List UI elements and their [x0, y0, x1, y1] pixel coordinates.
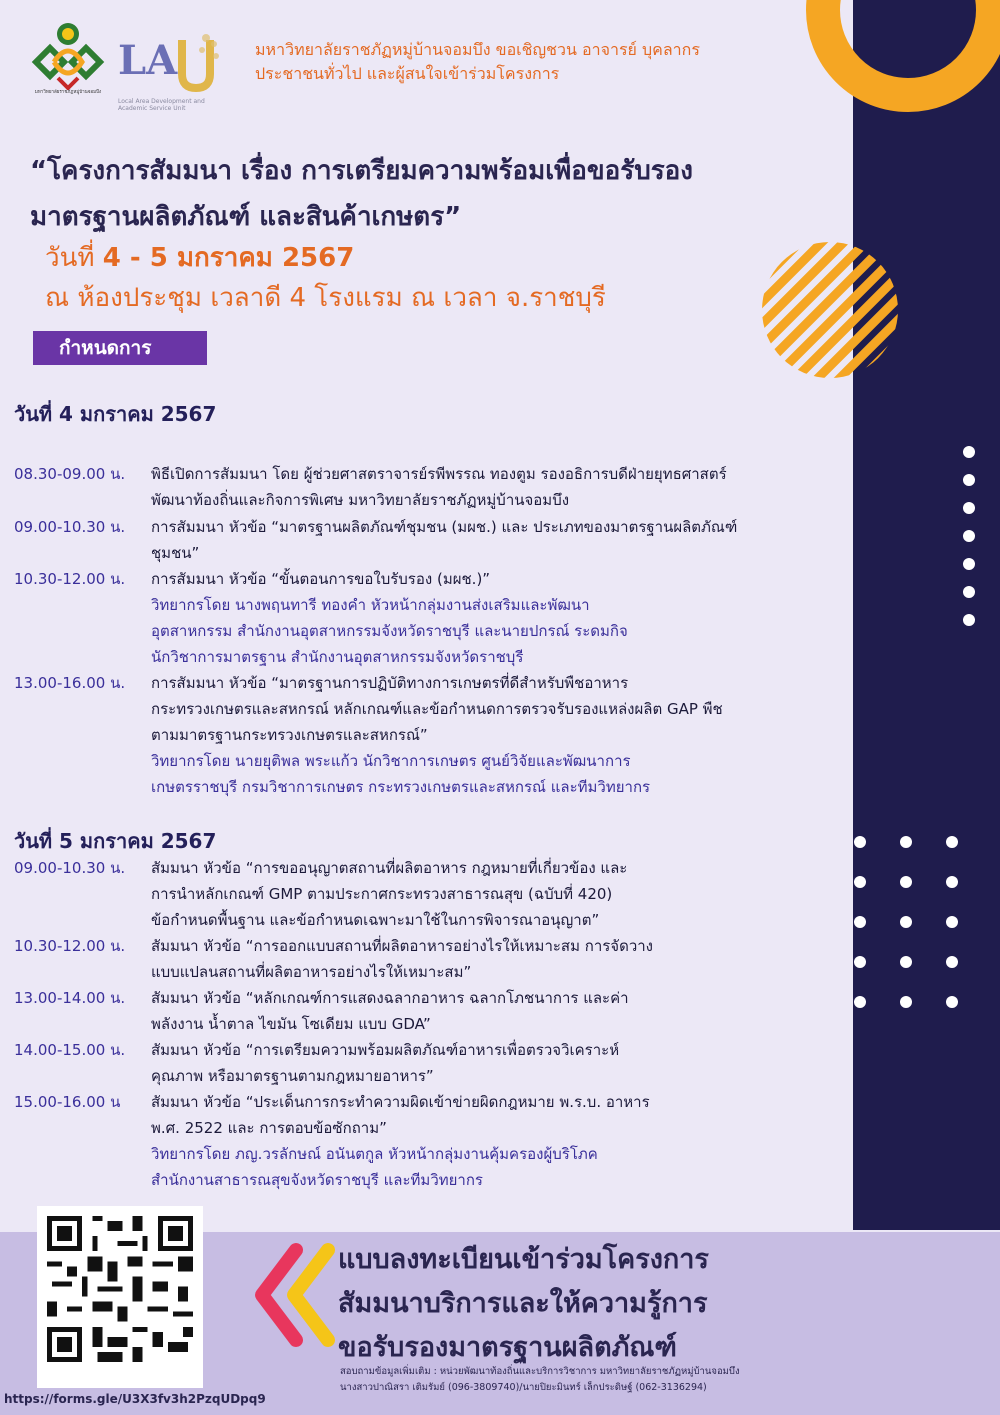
schedule-time: 10.30-12.00 น. — [14, 937, 126, 955]
speaker-line: อุตสาหกรรม สำนักงานอุตสาหกรรมจังหวัดราชบุรี และนายปกรณ์ ระดมกิจ — [151, 622, 628, 640]
speaker-line: สำนักงานสาธารณสุขจังหวัดราชบุรี และทีมวิทยากร — [151, 1171, 483, 1189]
event-date — [45, 240, 354, 276]
schedule-line: การนำหลักเกณฑ์ GMP ตามประกาศกระทรวงสาธารณสุข (ฉบับที่ 420) — [151, 885, 613, 903]
schedule-time: 13.00-16.00 น. — [14, 674, 126, 692]
project-title-line-1: “โครงการสัมมนา เรื่อง การเตรียมความพร้อมเพื่อขอรับรอง — [30, 156, 693, 186]
schedule-line: พัฒนาท้องถิ่นและกิจการพิเศษ มหาวิทยาลัยราชภัฏหมู่บ้านจอมบึง — [151, 491, 570, 509]
ladu-logo — [118, 30, 228, 110]
schedule-time: 08.30-09.00 น. — [14, 465, 126, 483]
registration-link[interactable]: https://forms.gle/U3X3fv3h2PzqUDpq9 — [4, 1392, 266, 1406]
svg-text:LA: LA — [118, 37, 178, 84]
schedule-line: สัมมนา หัวข้อ “ประเด็นการกระทำความผิดเข้าข่ายผิดกฎหมาย พ.ร.บ. อาหาร — [151, 1093, 650, 1111]
day2-heading: วันที่ 5 มกราคม 2567 — [14, 829, 217, 853]
registration-line-1: แบบลงทะเบียนเข้าร่วมโครงการ — [338, 1244, 709, 1275]
schedule-time: 14.00-15.00 น. — [14, 1041, 126, 1059]
invitation-text — [255, 38, 795, 86]
contact-info — [340, 1364, 740, 1396]
decor-dots-grid — [840, 830, 980, 1030]
schedule-line: การสัมมนา หัวข้อ “ขั้นตอนการขอใบรับรอง (มผช.)” — [151, 570, 491, 588]
invitation-line-2: ประชาชนทั่วไป และผู้สนใจเข้าร่วมโครงการ — [255, 64, 560, 83]
registration-qr-code[interactable] — [37, 1206, 203, 1388]
registration-line-3: ขอรับรองมาตรฐานผลิตภัณฑ์ — [338, 1332, 677, 1363]
qr-code-icon — [47, 1216, 193, 1362]
decor-ring — [798, 0, 1000, 120]
schedule-line: สัมมนา หัวข้อ “การเตรียมความพร้อมผลิตภัณฑ์อาหารเพื่อตรวจวิเคราะห์ — [151, 1041, 620, 1059]
schedule-line: สัมมนา หัวข้อ “การออกแบบสถานที่ผลิตอาหารอย่างไรให้เหมาะสม การจัดวาง — [151, 937, 653, 955]
schedule-time: 13.00-14.00 น. — [14, 989, 126, 1007]
schedule-line: ชุมชน” — [151, 544, 200, 562]
speaker-line: เกษตรราชบุรี กรมวิชาการเกษตร กระทรวงเกษตรและสหกรณ์ และทีมวิทยากร — [151, 778, 651, 796]
project-title-line-2: มาตรฐานผลิตภัณฑ์ และสินค้าเกษตร” — [30, 202, 462, 232]
schedule-line: สัมมนา หัวข้อ “การขออนุญาตสถานที่ผลิตอาหาร กฎหมายที่เกี่ยวข้อง และ — [151, 859, 628, 877]
invitation-line-1: มหาวิทยาลัยราชภัฏหมู่บ้านจอมบึง ขอเชิญชวน อาจารย์ บุคลากร — [255, 40, 700, 59]
schedule-line: คุณภาพ หรือมาตรฐานตามกฎหมายอาหาร” — [151, 1067, 434, 1085]
schedule-time: 09.00-10.30 น. — [14, 859, 126, 877]
contact-line-2: นางสาวปาณิสรา เติมรัมย์ (096-3809740)/นายปิยะมินทร์ เล็กประดิษฐ์ (062-3136294) — [340, 1382, 707, 1393]
decor-striped-circle — [760, 240, 900, 380]
schedule-time: 09.00-10.30 น. — [14, 518, 126, 536]
schedule-line: ข้อกำหนดพื้นฐาน และข้อกำหนดเฉพาะมาใช้ในการพิจารณาอนุญาต” — [151, 911, 600, 929]
event-date-value: 4 - 5 มกราคม 2567 — [102, 243, 355, 273]
event-venue: ณ ห้องประชุม เวลาดี 4 โรงแรม ณ เวลา จ.ราชบุรี — [45, 283, 606, 313]
schedule-line: กระทรวงเกษตรและสหกรณ์ หลักเกณฑ์และข้อกำหนดการตรวจรับรองแหล่งผลิต GAP พืช — [151, 700, 723, 718]
speaker-line: วิทยากรโดย นายยุติพล พระแก้ว นักวิชาการเกษตร ศูนย์วิจัยและพัฒนาการ — [151, 752, 631, 770]
registration-heading — [338, 1238, 709, 1370]
schedule-line: สัมมนา หัวข้อ “หลักเกณฑ์การแสดงฉลากอาหาร ฉลากโภชนาการ และค่า — [151, 989, 629, 1007]
day1-heading: วันที่ 4 มกราคม 2567 — [14, 402, 217, 426]
schedule-line: ตามมาตรฐานกระทรวงเกษตรและสหกรณ์” — [151, 726, 428, 744]
project-title — [30, 148, 850, 240]
ladu-logo-subtitle: Local Area Development and Academic Service Unit — [118, 98, 205, 112]
speaker-line: วิทยากรโดย ภญ.วรลักษณ์ อนันตกูล หัวหน้ากลุ่มงานคุ้มครองผู้บริโภค — [151, 1145, 598, 1163]
schedule-line: แบบแปลนสถานที่ผลิตอาหารอย่างไรให้เหมาะสม” — [151, 963, 472, 981]
speaker-line: วิทยากรโดย นางพฤนทารี ทองคำ หัวหน้ากลุ่มงานส่งเสริมและพัฒนา — [151, 596, 590, 614]
event-date-prefix: วันที่ — [45, 243, 103, 273]
decor-dots-column — [955, 440, 985, 650]
schedule-time: 15.00-16.00 น — [14, 1093, 121, 1111]
schedule-line: พิธีเปิดการสัมมนา โดย ผู้ช่วยศาสตราจารย์รพีพรรณ ทองตูม รองอธิการบดีฝ่ายยุทธศาสตร์ — [151, 465, 727, 483]
registration-line-2: สัมมนาบริการและให้ความรู้การ — [338, 1288, 708, 1319]
contact-line-1: สอบถามข้อมูลเพิ่มเติม : หน่วยพัฒนาท้องถิ่นและบริการวิชาการ มหาวิทยาลัยราชภัฏหมู่บ้านจอมบึง — [340, 1366, 740, 1377]
schedule-badge: กำหนดการ — [33, 331, 207, 365]
university-logo-caption: มหาวิทยาลัยราชภัฏหมู่บ้านจอมบึง — [34, 90, 102, 95]
schedule-line: การสัมมนา หัวข้อ “มาตรฐานผลิตภัณฑ์ชุมชน (มผช.) และ ประเภทของมาตรฐานผลิตภัณฑ์ — [151, 518, 738, 536]
schedule-line: การสัมมนา หัวข้อ “มาตรฐานการปฏิบัติทางการเกษตรที่ดีสำหรับพืชอาหาร — [151, 674, 629, 692]
schedule-time: 10.30-12.00 น. — [14, 570, 126, 588]
speaker-line: นักวิชาการมาตรฐาน สำนักงานอุตสาหกรรมจังหวัดราชบุรี — [151, 648, 524, 666]
university-logo — [28, 20, 108, 100]
double-chevron-left-icon — [240, 1240, 340, 1350]
schedule-line: พลังงาน น้ำตาล ไขมัน โซเดียม แบบ GDA” — [151, 1015, 431, 1033]
schedule-line: พ.ศ. 2522 และ การตอบข้อซักถาม” — [151, 1119, 387, 1137]
